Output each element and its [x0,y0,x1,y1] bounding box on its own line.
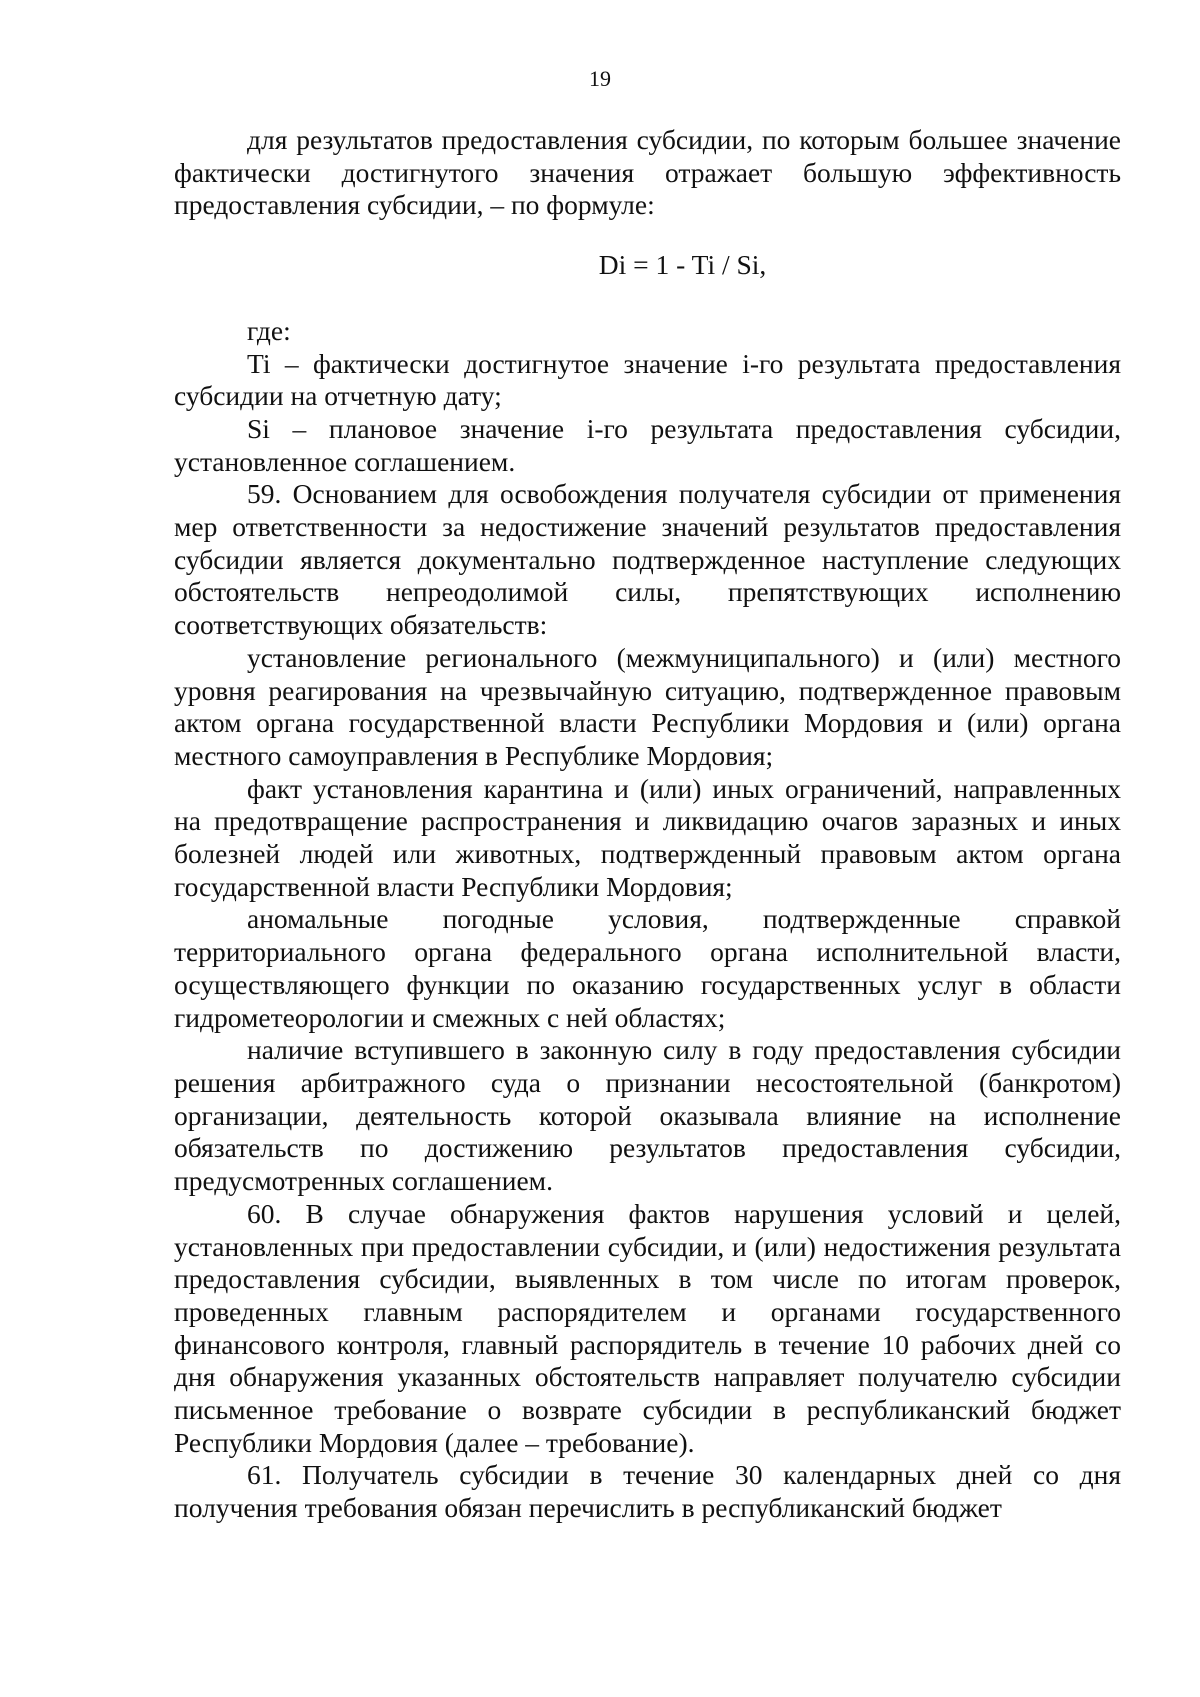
page-number: 19 [589,66,611,91]
paragraph-intro: для результатов предоставления субсидии, по которым большее значение фактически достигнутого значения отражает большую эффективность предоставления субсидии, – по формуле: [174,124,1121,221]
paragraph-59-item-1: установление регионального (межмуниципального) и (или) местного уровня реагирования на чрезвычайную ситуацию, подтвержденное правовым актом органа государственной власти Республики Мордовия и (или) органа местного самоуправления в Республике Мордовия; [174,641,1121,771]
formula: Di = 1 - Ti / Si, [598,249,767,281]
paragraph-59-item-2: факт установления карантина и (или) иных ограничений, направленных на предотвращение распространения и ликвидацию очагов заразных и иных болезней людей или животных, подтвержденный правовым актом органа государственной власти Республики Мордовия; [174,772,1121,902]
definition-ti: Ti – фактически достигнутое значение i-го результата предоставления субсидии на отчетную дату; [174,347,1121,412]
definition-si: Si – плановое значение i-го результата предоставления субсидии, установленное соглашением. [174,412,1121,477]
paragraph-59-item-4: наличие вступившего в законную силу в году предоставления субсидии решения арбитражного суда о признании несостоятельной (банкротом) организации, деятельность которой оказывала влияние на исполнение обязательств по достижению результатов предоставления субсидии, предусмотренных соглашением. [174,1034,1121,1197]
where-label: где: [247,314,291,346]
paragraph-59-item-3: аномальные погодные условия, подтвержденные справкой территориального органа федерального органа исполнительной власти, осуществляющего функции по оказанию государственных услуг в области гидрометеорологии и смежных с ней областях; [174,903,1121,1033]
paragraph-60: 60. В случае обнаружения фактов нарушения условий и целей, установленных при предоставлении субсидии, и (или) недостижения результата предоставления субсидии, выявленных в том числе по итогам проверок, проведенных главным распорядителем и органами государственного финансового контроля, главный распорядитель в течение 10 рабочих дней со дня обнаружения указанных обстоятельств направляет получателю субсидии письменное требование о возврате субсидии в республиканский бюджет Республики Мордовия (далее – требование). [174,1197,1121,1458]
paragraph-61: 61. Получатель субсидии в течение 30 календарных дней со дня получения требования обязан перечислить в республиканский бюджет [174,1459,1121,1524]
document-body [174,124,1121,1525]
paragraph-59: 59. Основанием для освобождения получателя субсидии от применения мер ответственности за недостижение значений результатов предоставления субсидии является документально подтвержденное наступление следующих обстоятельств непреодолимой силы, препятствующих исполнению соответствующих обязательств: [174,478,1121,641]
